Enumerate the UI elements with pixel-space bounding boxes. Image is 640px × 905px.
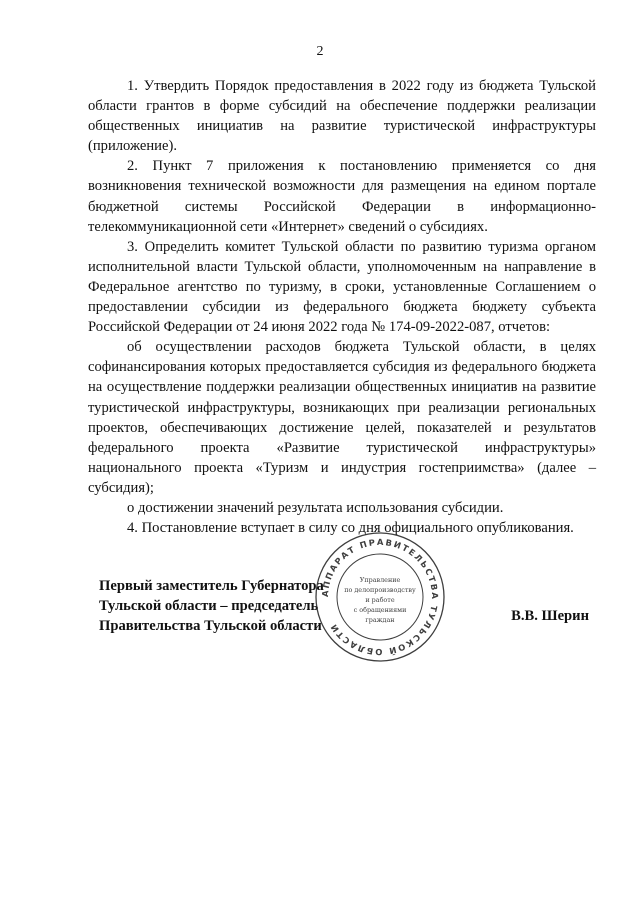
- seal-center-line-1: Управление: [359, 576, 401, 584]
- paragraph-item-4: 4. Постановление вступает в силу со дня официального опубликования.: [127, 520, 574, 537]
- paragraph-reports-expenses: об осуществлении расходов бюджета Тульской области, в целях софинансирования которых предоставляется субсидия из федерального бюджета на осуществление поддержки реализации общественных инициатив на развитие туристической инфраструктуры, возникающих при реализации региональных проектов, обеспечивающих достижение целей, показателей и результатов федерального проекта «Развитие туристической инфраструктуры» национального проекта «Туризм и индустрия гостеприимства» (далее – субсидия);: [88, 339, 596, 496]
- signatory-title-line-1: Первый заместитель Губернатора: [99, 578, 324, 594]
- paragraph-item-1: 1. Утвердить Порядок предоставления в 2022 году из бюджета Тульской области грантов в форме субсидий на обеспечение поддержки реализации общественных инициатив на развитие туристической инфраструктуры (приложение).: [88, 78, 596, 155]
- paragraph-item-3: 3. Определить комитет Тульской области по развитию туризма органом исполнительной власти Тульской области, уполномоченным на направление в Федеральное агентство по туризму, в сроки, установленные Соглашением о предоставлении субсидии из федерального бюджета бюджету субъекта Российской Федерации от 24 июня 2022 года № 174-09-2022-087, отчетов:: [88, 238, 596, 336]
- seal-center-text: [344, 576, 416, 624]
- paragraph-reports-results: о достижении значений результата использования субсидии.: [127, 499, 504, 516]
- signatory-title-line-2: Тульской области – председатель: [99, 598, 319, 614]
- document-body: [88, 76, 596, 538]
- paragraph-item-2: 2. Пункт 7 приложения к постановлению применяется со дня возникновения технической возможности для размещения на едином портале бюджетной системы Российской Федерации в информационно-телекоммуникационной сети «Интернет» сведений о субсидиях.: [88, 158, 596, 235]
- page-number: 2: [316, 44, 324, 59]
- signatory-name: В.В. Шерин: [511, 608, 589, 624]
- seal-center-line-4: с обращениями: [353, 606, 407, 614]
- signatory-title: [99, 576, 324, 636]
- seal-center-line-2: по делопроизводству: [344, 586, 416, 594]
- seal-ring-text-path: АППАРАТ ПРАВИТЕЛЬСТВА ТУЛЬСКОЙ ОБЛАСТИ: [319, 536, 441, 658]
- seal-center-line-5: граждан: [365, 616, 395, 624]
- seal-center-line-3: и работе: [365, 596, 395, 604]
- official-seal-stamp: [313, 530, 447, 664]
- signatory-title-line-3: Правительства Тульской области: [99, 618, 322, 634]
